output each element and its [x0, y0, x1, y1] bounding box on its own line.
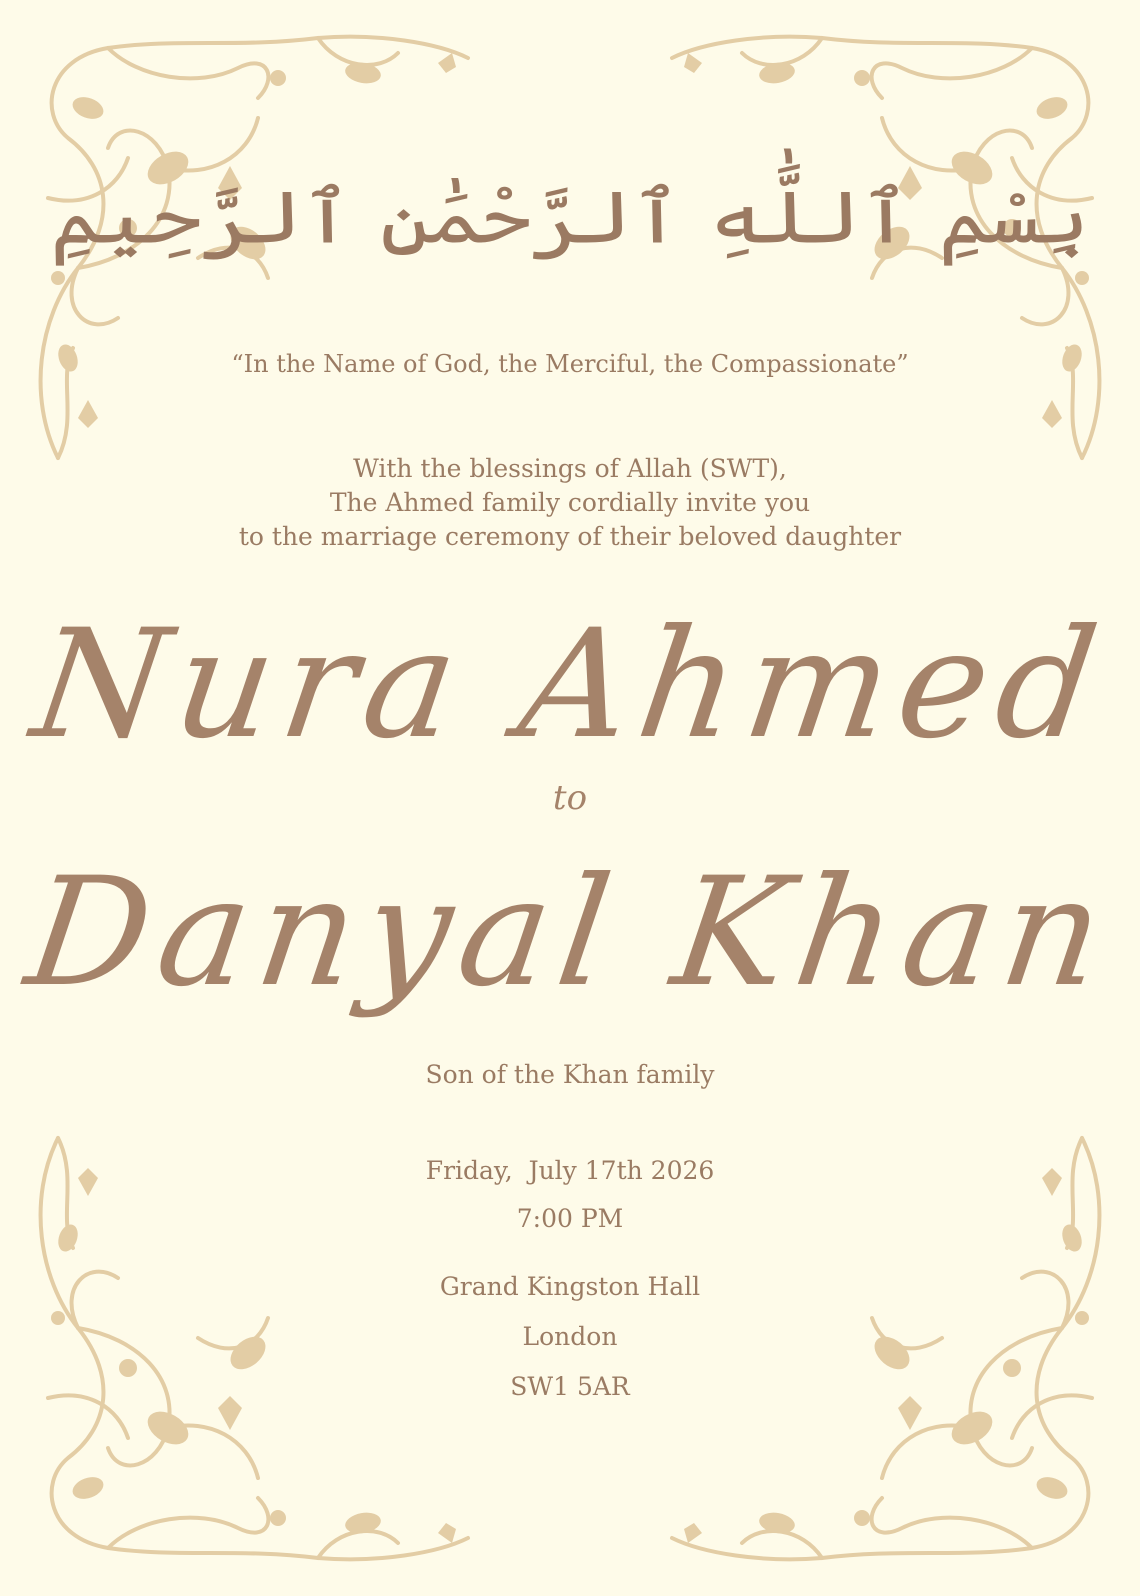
event-time: 7:00 PM	[516, 1204, 624, 1233]
event-date: Friday, July 17th 2026	[425, 1156, 715, 1185]
bismillah-translation: “In the Name of God, the Merciful, the Compassionate”	[231, 350, 909, 378]
bismillah-calligraphy: بِسْمِ ٱللَّٰهِ ٱلرَّحْمَٰنِ ٱلرَّحِيمِ	[50, 175, 1090, 261]
connector-to: to	[552, 778, 588, 818]
venue-name: Grand Kingston Hall	[439, 1272, 701, 1301]
blessing-line: With the blessings of Allah (SWT),	[353, 454, 787, 483]
groom-name: Danyal Khan	[17, 846, 1123, 1020]
blessing-line: The Ahmed family cordially invite you	[329, 488, 811, 517]
venue-city: London	[522, 1322, 618, 1351]
venue-postcode: SW1 5AR	[510, 1372, 630, 1401]
bride-name: Nura Ahmed	[23, 598, 1117, 772]
groom-family: Son of the Khan family	[425, 1060, 715, 1089]
blessing-line: to the marriage ceremony of their beloved daughter	[238, 522, 902, 551]
blessing-text	[0, 452, 1140, 554]
